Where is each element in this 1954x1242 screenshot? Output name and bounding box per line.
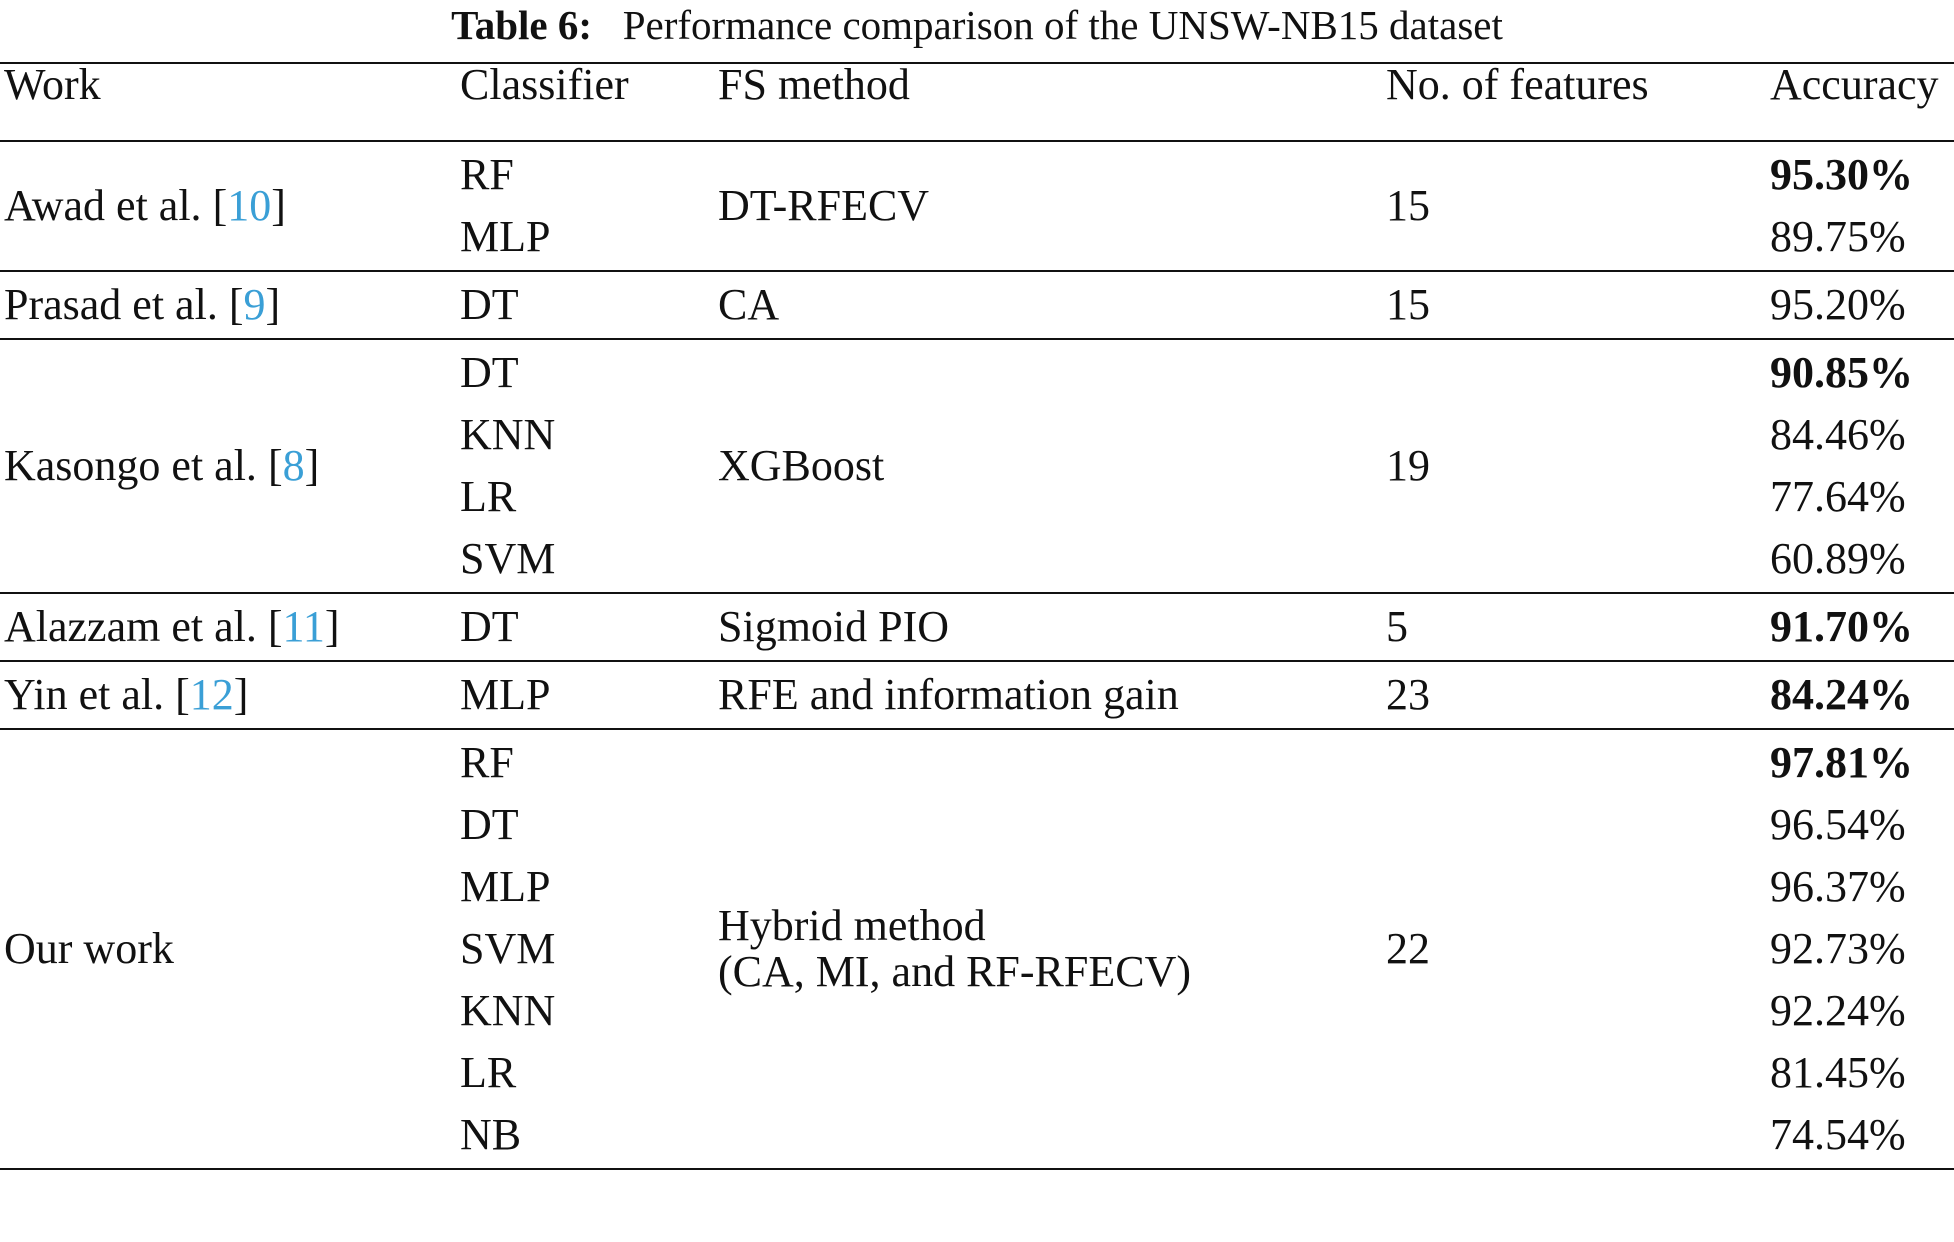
row-separator: [0, 660, 1954, 662]
ref-bracket: [: [175, 670, 190, 719]
work-name: Yin et al.: [4, 670, 176, 719]
reference-link[interactable]: 9: [243, 280, 266, 329]
work-cell: [4, 274, 280, 336]
reference-link[interactable]: 8: [282, 441, 305, 490]
classifier-cell: NB: [460, 1110, 522, 1159]
ref-bracket: [: [267, 441, 283, 490]
accuracy-cell: 95.30%: [1770, 150, 1913, 199]
reference-link[interactable]: 10: [227, 181, 272, 230]
bottom-rule: [0, 1168, 1954, 1170]
row-separator: [0, 338, 1954, 340]
accuracy-cell: 91.70%: [1770, 602, 1913, 651]
classifier-cell: SVM: [460, 534, 556, 583]
work-cell: [4, 664, 248, 726]
accuracy-cell: 96.54%: [1770, 800, 1906, 849]
work-cell: [4, 175, 286, 237]
header-work: Work: [4, 60, 101, 109]
classifier-cell: DT: [460, 800, 519, 849]
table-caption: [0, 0, 1954, 50]
ref-bracket: ]: [271, 181, 286, 230]
accuracy-cell: 95.20%: [1770, 280, 1906, 329]
caption-label: Table 6:: [451, 2, 592, 48]
header-rule: [0, 140, 1954, 142]
work-name: Our work: [4, 924, 174, 973]
accuracy-cell: 92.73%: [1770, 924, 1906, 973]
classifier-cell: DT: [460, 348, 519, 397]
accuracy-cell: 84.46%: [1770, 410, 1906, 459]
num-features-cell: 5: [1386, 602, 1408, 651]
accuracy-cell: 74.54%: [1770, 1110, 1906, 1159]
fs-method-cell: DT-RFECV: [718, 181, 930, 230]
num-features-cell: 15: [1386, 280, 1430, 329]
classifier-cell: RF: [460, 150, 514, 199]
classifier-cell: MLP: [460, 670, 551, 719]
classifier-cell: MLP: [460, 212, 551, 261]
work-name: Prasad et al.: [4, 280, 229, 329]
num-features-cell: 23: [1386, 670, 1430, 719]
ref-bracket: [: [228, 280, 244, 329]
work-cell: [4, 918, 174, 980]
accuracy-cell: 77.64%: [1770, 472, 1906, 521]
classifier-cell: DT: [460, 602, 519, 651]
accuracy-cell: 97.81%: [1770, 738, 1913, 787]
num-features-cell: 22: [1386, 924, 1430, 973]
accuracy-cell: 96.37%: [1770, 862, 1906, 911]
classifier-cell: LR: [460, 472, 517, 521]
reference-link[interactable]: 11: [282, 602, 325, 651]
work-name: Awad et al.: [4, 181, 213, 230]
num-features-cell: 15: [1386, 181, 1430, 230]
classifier-cell: KNN: [460, 986, 556, 1035]
row-separator: [0, 592, 1954, 594]
caption-text: [602, 2, 623, 48]
classifier-cell: LR: [460, 1048, 517, 1097]
header-classifier: Classifier: [460, 60, 629, 109]
header-num-features: No. of features: [1386, 60, 1649, 109]
top-rule: [0, 62, 1954, 64]
work-name: Kasongo et al.: [4, 441, 268, 490]
accuracy-cell: 90.85%: [1770, 348, 1913, 397]
num-features-cell: 19: [1386, 441, 1430, 490]
fs-method-cell: CA: [718, 280, 780, 329]
row-separator: [0, 728, 1954, 730]
row-separator: [0, 270, 1954, 272]
accuracy-cell: 81.45%: [1770, 1048, 1906, 1097]
work-cell: [4, 435, 319, 497]
ref-bracket: ]: [233, 670, 249, 719]
fs-method-cell: XGBoost: [718, 441, 885, 490]
accuracy-cell: 84.24%: [1770, 670, 1913, 719]
accuracy-cell: 60.89%: [1770, 534, 1906, 583]
caption-title: Performance comparison of the UNSW-NB15 dataset: [622, 2, 1503, 48]
accuracy-cell: 89.75%: [1770, 212, 1906, 261]
classifier-cell: MLP: [460, 862, 551, 911]
ref-bracket: ]: [324, 602, 340, 651]
accuracy-cell: 92.24%: [1770, 986, 1906, 1035]
fs-method-cell: Hybrid method: [718, 901, 986, 950]
fs-method-cell: Sigmoid PIO: [718, 602, 950, 651]
ref-bracket: [: [212, 181, 228, 230]
classifier-cell: RF: [460, 738, 514, 787]
ref-bracket: [: [267, 602, 283, 651]
classifier-cell: DT: [460, 280, 519, 329]
work-cell: [4, 596, 340, 658]
header-accuracy: Accuracy: [1770, 60, 1939, 109]
reference-link[interactable]: 12: [189, 670, 234, 719]
fs-method-cell: (CA, MI, and RF-RFECV): [718, 947, 1192, 996]
header-fs-method: FS method: [718, 60, 910, 109]
classifier-cell: KNN: [460, 410, 556, 459]
work-name: Alazzam et al.: [4, 602, 268, 651]
ref-bracket: ]: [265, 280, 281, 329]
ref-bracket: ]: [304, 441, 320, 490]
classifier-cell: SVM: [460, 924, 556, 973]
fs-method-cell: RFE and information gain: [718, 670, 1179, 719]
